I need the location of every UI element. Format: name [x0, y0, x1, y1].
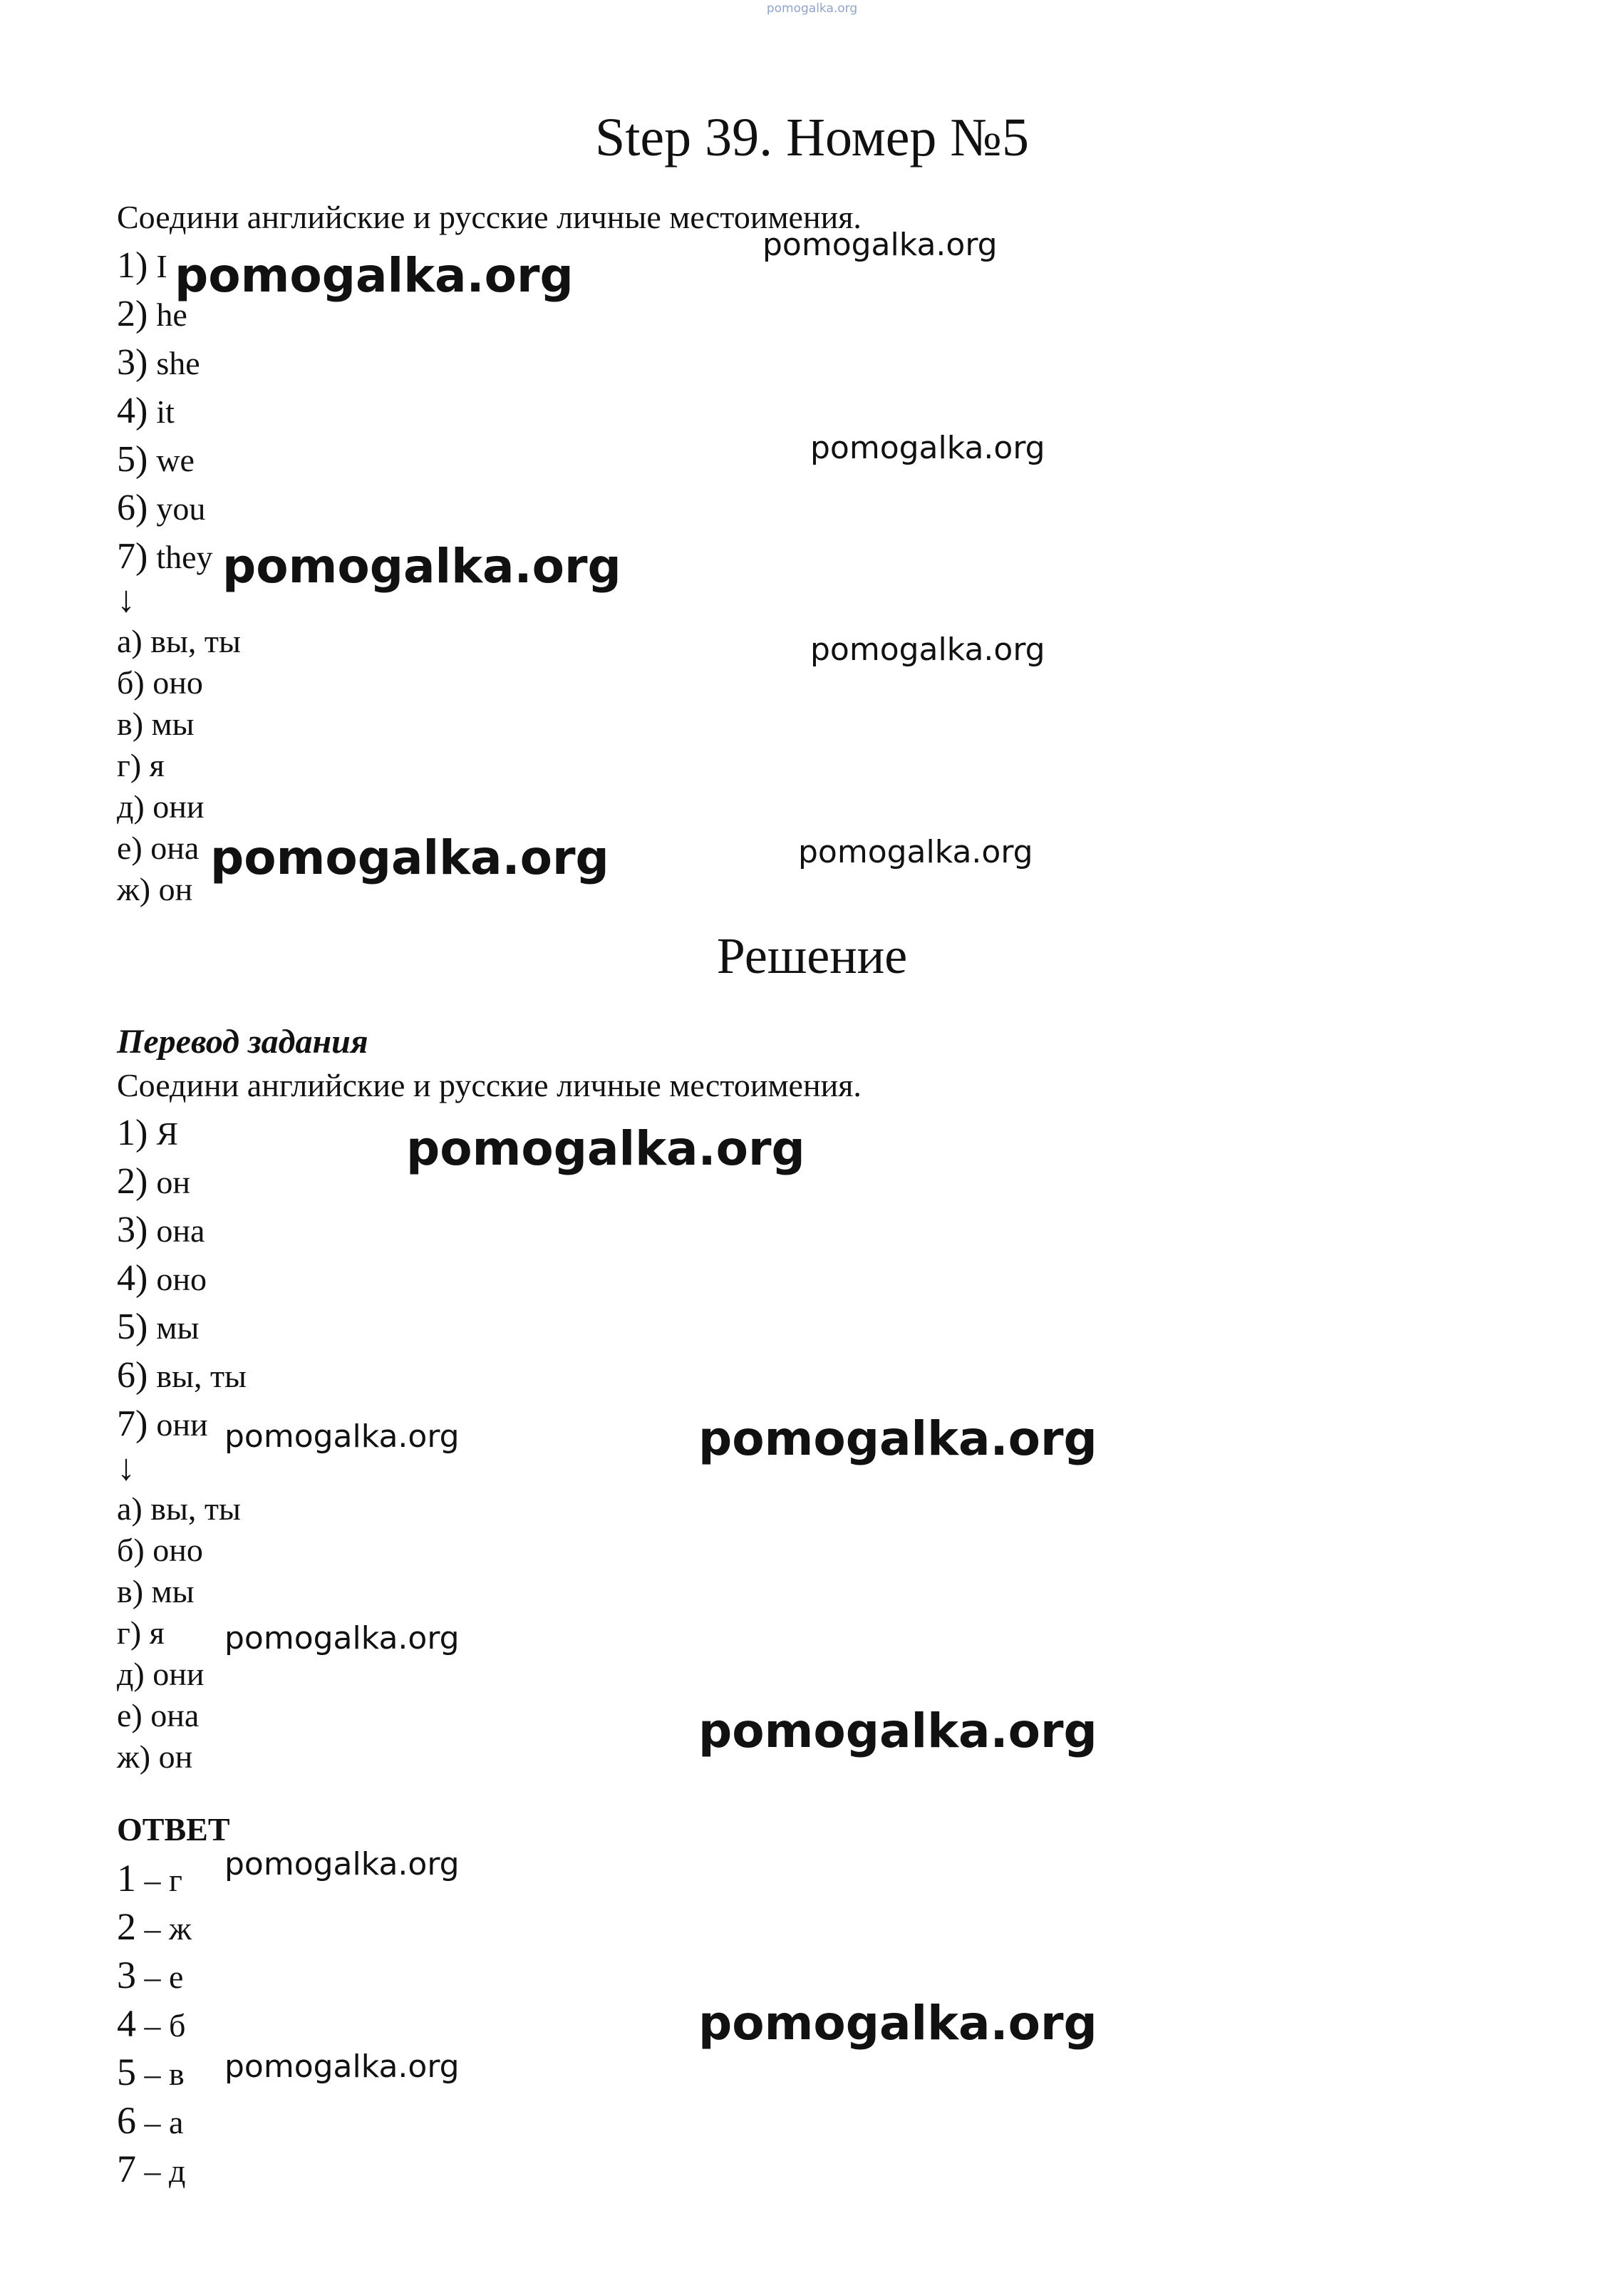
watermark: pomogalka.org — [798, 834, 1033, 870]
watermark: pomogalka.org — [698, 1411, 1097, 1466]
task-option-b: б) оно — [117, 664, 203, 701]
answer-pair-4: 4 – б — [117, 2002, 186, 2045]
solution-option-e: е) она — [117, 1697, 200, 1733]
watermark: pomogalka.org — [698, 1996, 1097, 2051]
solution-option-v: в) мы — [117, 1573, 195, 1609]
task-option-d: д) они — [117, 788, 205, 825]
task-item-2: 2) he — [117, 294, 187, 334]
translation-heading: Перевод задания — [117, 1023, 368, 1061]
task-option-zh: ж) он — [117, 871, 193, 907]
answer-pair-2: 2 – ж — [117, 1905, 192, 1948]
solution-item-4: 4) оно — [117, 1258, 207, 1299]
solution-item-5: 5) мы — [117, 1306, 200, 1347]
watermark: pomogalka.org — [810, 430, 1045, 466]
answer-pair-5: 5 – в — [117, 2051, 185, 2093]
solution-item-2: 2) он — [117, 1161, 190, 1202]
task-arrow: ↓ — [117, 579, 135, 620]
solution-option-b: б) оно — [117, 1532, 203, 1568]
answer-pair-1: 1 – г — [117, 1857, 182, 1900]
watermark: pomogalka.org — [406, 1121, 805, 1176]
watermark: pomogalka.org — [224, 1846, 460, 1882]
watermark: pomogalka.org — [224, 1620, 460, 1656]
task-instruction: Соедини английские и русские личные местоимения. — [117, 199, 862, 235]
watermark: pomogalka.org — [210, 830, 609, 885]
task-item-7: 7) they — [117, 536, 213, 577]
solution-item-6: 6) вы, ты — [117, 1355, 247, 1396]
task-item-4: 4) it — [117, 391, 175, 431]
solution-item-3: 3) она — [117, 1210, 205, 1250]
task-option-g: г) я — [117, 747, 165, 783]
watermark: pomogalka.org — [762, 227, 998, 263]
solution-instruction: Соедини английские и русские личные местоимения. — [117, 1067, 862, 1103]
solution-option-zh: ж) он — [117, 1738, 193, 1775]
solution-option-d: д) они — [117, 1656, 205, 1692]
watermark: pomogalka.org — [698, 1704, 1097, 1758]
solution-option-g: г) я — [117, 1614, 165, 1651]
watermark: pomogalka.org — [224, 1418, 460, 1455]
solution-arrow: ↓ — [117, 1448, 135, 1488]
answer-heading: ОТВЕТ — [117, 1811, 230, 1847]
answer-pair-3: 3 – е — [117, 1954, 184, 1996]
task-option-a: а) вы, ты — [117, 623, 241, 659]
watermark: pomogalka.org — [810, 632, 1045, 668]
answer-pair-6: 6 – а — [117, 2099, 184, 2142]
task-item-5: 5) we — [117, 439, 195, 480]
task-item-6: 6) you — [117, 488, 206, 528]
task-item-1: 1) I — [117, 245, 167, 286]
task-item-3: 3) she — [117, 342, 200, 383]
answer-pair-7: 7 – д — [117, 2148, 186, 2190]
watermark: pomogalka.org — [175, 248, 574, 303]
task-option-v: в) мы — [117, 706, 195, 742]
page-title: Step 39. Номер №5 — [595, 108, 1029, 168]
solution-heading: Решение — [716, 927, 908, 984]
watermark: pomogalka.org — [224, 2048, 460, 2085]
solution-item-7: 7) они — [117, 1403, 208, 1444]
watermark: pomogalka.org — [222, 539, 621, 594]
solution-option-a: а) вы, ты — [117, 1490, 241, 1527]
header-watermark: pomogalka.org — [766, 1, 858, 16]
solution-item-1: 1) Я — [117, 1113, 179, 1153]
task-option-e: е) она — [117, 830, 200, 866]
